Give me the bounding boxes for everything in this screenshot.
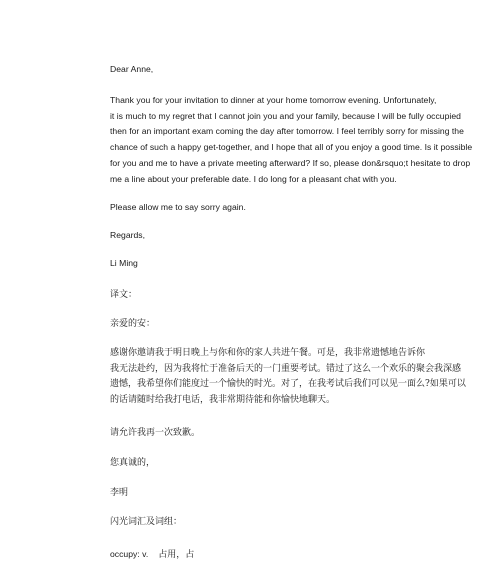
translation-greeting: 亲爱的安：: [110, 319, 156, 329]
letter-body-line: it is much to my regret that I cannot join you and your family, because I will be fully occupied: [110, 110, 461, 121]
letter-body-line: for you and me to have a private meeting afterward? If so, please don&rsquo;t hesitate to drop: [110, 157, 471, 168]
translation-apology: 请允许我再一次致歉。: [110, 428, 201, 438]
translation-body-line: 的话请随时给我打电话，我非常期待能和你愉快地聊天。: [110, 394, 336, 405]
translation-closing: 您真诚的，: [110, 458, 156, 468]
letter-closing: Regards,: [110, 230, 146, 240]
letter-body-line: me a line about your preferable date. I do long for a pleasant chat with you.: [110, 173, 397, 184]
translation-body-line: 感谢你邀请我于明日晚上与你和你的家人共进午餐。可是，我非常遗憾地告诉你: [110, 348, 426, 358]
letter-signature: Li Ming: [110, 258, 138, 268]
vocabulary-entry: [110, 544, 194, 562]
letter-greeting: Dear Anne,: [110, 64, 154, 74]
vocabulary-heading: 闪光词汇及词组：: [110, 517, 183, 527]
translation-body-line: 遗憾，我希望你们能度过一个愉快的时光。对了，在我考试后我们可以见一面么?如果可以: [110, 379, 466, 389]
letter-body-line: Thank you for your invitation to dinner at your home tomorrow evening. Unfortunately,: [110, 95, 437, 105]
vocabulary-word: occupy: v.: [110, 549, 149, 559]
letter-body-line: then for an important exam coming the day after tomorrow. I feel terribly sorry for missing the: [110, 126, 464, 137]
letter-body-line: chance of such a happy get-together, and I hope that all of you enjoy a good time. Is it possible: [110, 142, 473, 153]
translation-body-line: 我无法赴约，因为我将忙于准备后天的一门重要考试。错过了这么一个欢乐的聚会我深感: [110, 363, 462, 374]
letter-apology: Please allow me to say sorry again.: [110, 202, 246, 212]
translation-heading: 译文：: [110, 290, 138, 300]
vocabulary-meaning: 占用，占: [158, 550, 195, 560]
translation-signature: 李明: [110, 488, 129, 498]
